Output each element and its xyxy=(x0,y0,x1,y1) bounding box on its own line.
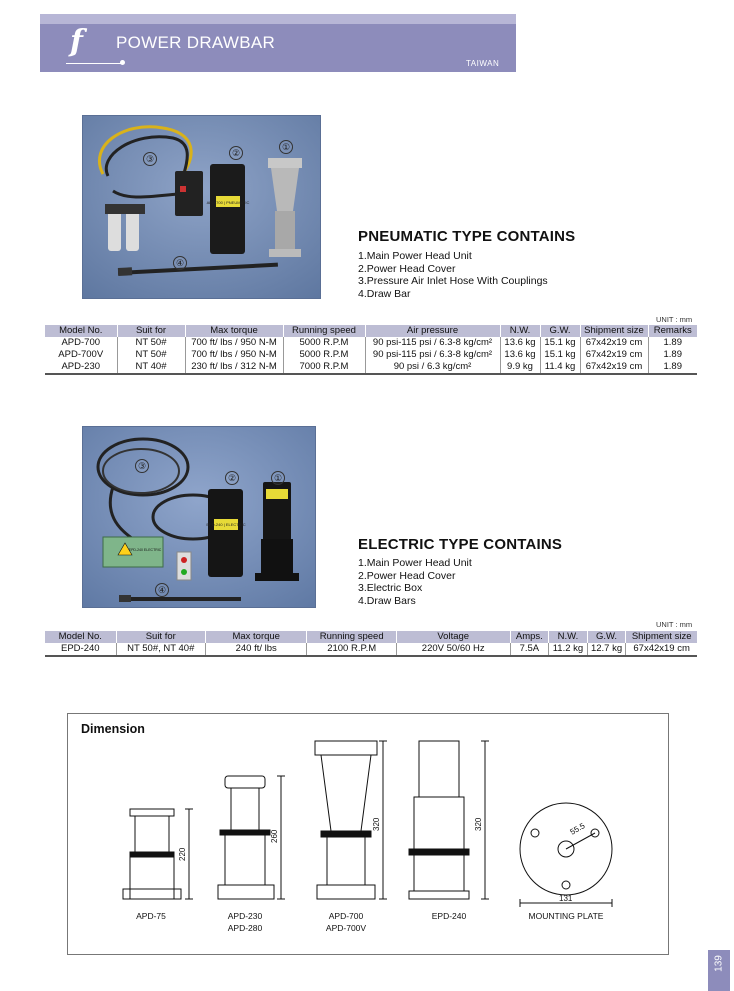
label-epd240: EPD-240 xyxy=(431,911,467,921)
table-row xyxy=(45,643,697,656)
table-cell: 67x42x19 cm xyxy=(580,349,648,361)
pneumatic-item: 1.Main Power Head Unit xyxy=(358,250,472,262)
table-cell: 7000 R.P.M xyxy=(283,361,365,374)
table-cell: 13.6 kg xyxy=(500,337,540,349)
electric-product-photo xyxy=(82,426,316,608)
electric-title: ELECTRIC TYPE CONTAINS xyxy=(358,536,563,553)
pneumatic-product-photo xyxy=(82,115,321,299)
column-header: Voltage xyxy=(396,631,510,643)
table-cell: 90 psi / 6.3 kg/cm² xyxy=(365,361,500,374)
dim-220: 220 xyxy=(178,847,187,861)
header-decor-line xyxy=(66,63,122,64)
table-cell: 67x42x19 cm xyxy=(580,337,648,349)
callout-2: ② xyxy=(229,146,243,160)
cover-sticker-text: APD-700 | PNEUMATIC xyxy=(206,200,250,205)
electric-contents xyxy=(358,557,472,607)
pneumatic-item: 3.Pressure Air Inlet Hose With Couplings xyxy=(358,275,548,287)
dimension-title: Dimension xyxy=(81,722,145,736)
column-header: Air pressure xyxy=(365,325,500,337)
header-band xyxy=(40,24,516,60)
table-cell: 240 ft/ lbs xyxy=(205,643,307,656)
table-cell: 5000 R.P.M xyxy=(283,337,365,349)
page-number: 139 xyxy=(713,955,725,972)
pneumatic-contents xyxy=(358,250,548,300)
table-cell: 220V 50/60 Hz xyxy=(396,643,510,656)
electric-photo-illustration xyxy=(83,427,315,607)
column-header: G.W. xyxy=(540,325,580,337)
column-header: N.W. xyxy=(500,325,540,337)
table-cell: 67x42x19 cm xyxy=(580,361,648,374)
table-header-row xyxy=(45,631,697,643)
callout-4: ④ xyxy=(173,256,187,270)
table-cell: APD-230 xyxy=(45,361,117,374)
table-header-row xyxy=(45,325,697,337)
table-cell: 15.1 kg xyxy=(540,349,580,361)
electric-unit-note: UNIT : mm xyxy=(656,620,693,629)
callout-3: ③ xyxy=(135,459,149,473)
column-header: Remarks xyxy=(648,325,697,337)
pneumatic-item: 4.Draw Bar xyxy=(358,287,411,300)
table-cell: 11.4 kg xyxy=(540,361,580,374)
column-header: N.W. xyxy=(549,631,588,643)
callout-1: ① xyxy=(279,140,293,154)
column-header: Max torque xyxy=(205,631,307,643)
column-header: G.W. xyxy=(587,631,626,643)
dim-55-5: 55.5 xyxy=(568,821,587,837)
table-cell: APD-700V xyxy=(58,349,104,360)
table-cell: 13.6 kg xyxy=(500,349,540,361)
table-cell: NT 40# xyxy=(117,361,185,374)
table-cell: APD-700 xyxy=(61,337,101,348)
table-cell: 12.7 kg xyxy=(587,643,626,656)
table-cell: 9.9 kg xyxy=(500,361,540,374)
table-cell: NT 50# xyxy=(117,337,185,349)
column-header: Max torque xyxy=(185,325,283,337)
dim-320-epd240: 320 xyxy=(474,817,483,831)
pneumatic-item: 2.Power Head Cover xyxy=(358,262,456,275)
header-top-band xyxy=(40,14,516,24)
electric-item: 4.Draw Bars xyxy=(358,594,416,607)
label-apd700: APD-700 xyxy=(328,911,364,921)
column-header: Amps. xyxy=(510,631,549,643)
brand-logo: f xyxy=(70,24,83,59)
table-cell: 90 psi-115 psi / 6.3-8 kg/cm² xyxy=(365,349,500,361)
table-cell: 700 ft/ lbs / 950 N-M xyxy=(185,349,283,361)
electric-item: 1.Main Power Head Unit xyxy=(358,557,472,569)
label-apd75: APD-75 xyxy=(136,911,166,921)
callout-1: ① xyxy=(271,471,285,485)
column-header: Suit for xyxy=(116,631,205,643)
pneumatic-spec-table xyxy=(45,325,697,375)
pneumatic-title: PNEUMATIC TYPE CONTAINS xyxy=(358,228,576,245)
label-apd280: APD-280 xyxy=(227,923,263,933)
column-header: Running speed xyxy=(283,325,365,337)
table-cell: 5000 R.P.M xyxy=(283,349,365,361)
table-cell: 1.89 xyxy=(648,349,697,361)
cover-sticker-text: EPD-240 | ELECTRIC xyxy=(206,522,246,527)
table-cell: 2100 R.P.M xyxy=(307,643,396,656)
electric-item: 2.Power Head Cover xyxy=(358,569,456,582)
page-title: POWER DRAWBAR xyxy=(116,33,276,52)
table-cell: 700 ft/ lbs / 950 N-M xyxy=(185,337,283,349)
table-row xyxy=(45,349,697,361)
table-cell: 7.5A xyxy=(510,643,549,656)
mounting-plate-drawing xyxy=(520,803,612,907)
table-row xyxy=(45,361,697,374)
table-cell: 1.89 xyxy=(648,337,697,349)
dim-260: 260 xyxy=(270,829,279,843)
header-country: TAIWAN xyxy=(466,59,500,68)
label-apd230: APD-230 xyxy=(227,911,263,921)
box-label-text: EPD-240 ELECTRIC xyxy=(128,548,162,552)
table-cell: NT 50# xyxy=(117,349,185,361)
table-cell: 67x42x19 cm xyxy=(626,643,697,656)
header-sub-band xyxy=(40,60,516,72)
callout-4: ④ xyxy=(155,583,169,597)
table-cell: 230 ft/ lbs / 312 N-M xyxy=(185,361,283,374)
table-cell: NT 50#, NT 40# xyxy=(116,643,205,656)
label-apd700v: APD-700V xyxy=(325,923,367,933)
table-cell: 11.2 kg xyxy=(549,643,588,656)
table-row xyxy=(45,337,697,349)
table-cell: 15.1 kg xyxy=(540,337,580,349)
pneumatic-unit-note: UNIT : mm xyxy=(656,315,693,324)
header-decor-dot xyxy=(120,60,125,65)
dim-131: 131 xyxy=(559,894,573,903)
electric-spec-table xyxy=(45,631,697,657)
column-header: Shipment size xyxy=(626,631,697,643)
column-header: Model No. xyxy=(45,325,117,337)
column-header: Suit for xyxy=(117,325,185,337)
electric-item: 3.Electric Box xyxy=(358,582,423,594)
dim-320-apd700: 320 xyxy=(372,817,381,831)
column-header: Running speed xyxy=(307,631,396,643)
callout-3: ③ xyxy=(143,152,157,166)
column-header: Model No. xyxy=(45,631,116,643)
column-header: Shipment size xyxy=(580,325,648,337)
table-cell: EPD-240 xyxy=(45,643,116,656)
callout-2: ② xyxy=(225,471,239,485)
table-cell: 90 psi-115 psi / 6.3-8 kg/cm² xyxy=(365,337,500,349)
label-mounting-plate: MOUNTING PLATE xyxy=(528,911,604,921)
table-cell: 1.89 xyxy=(648,361,697,374)
